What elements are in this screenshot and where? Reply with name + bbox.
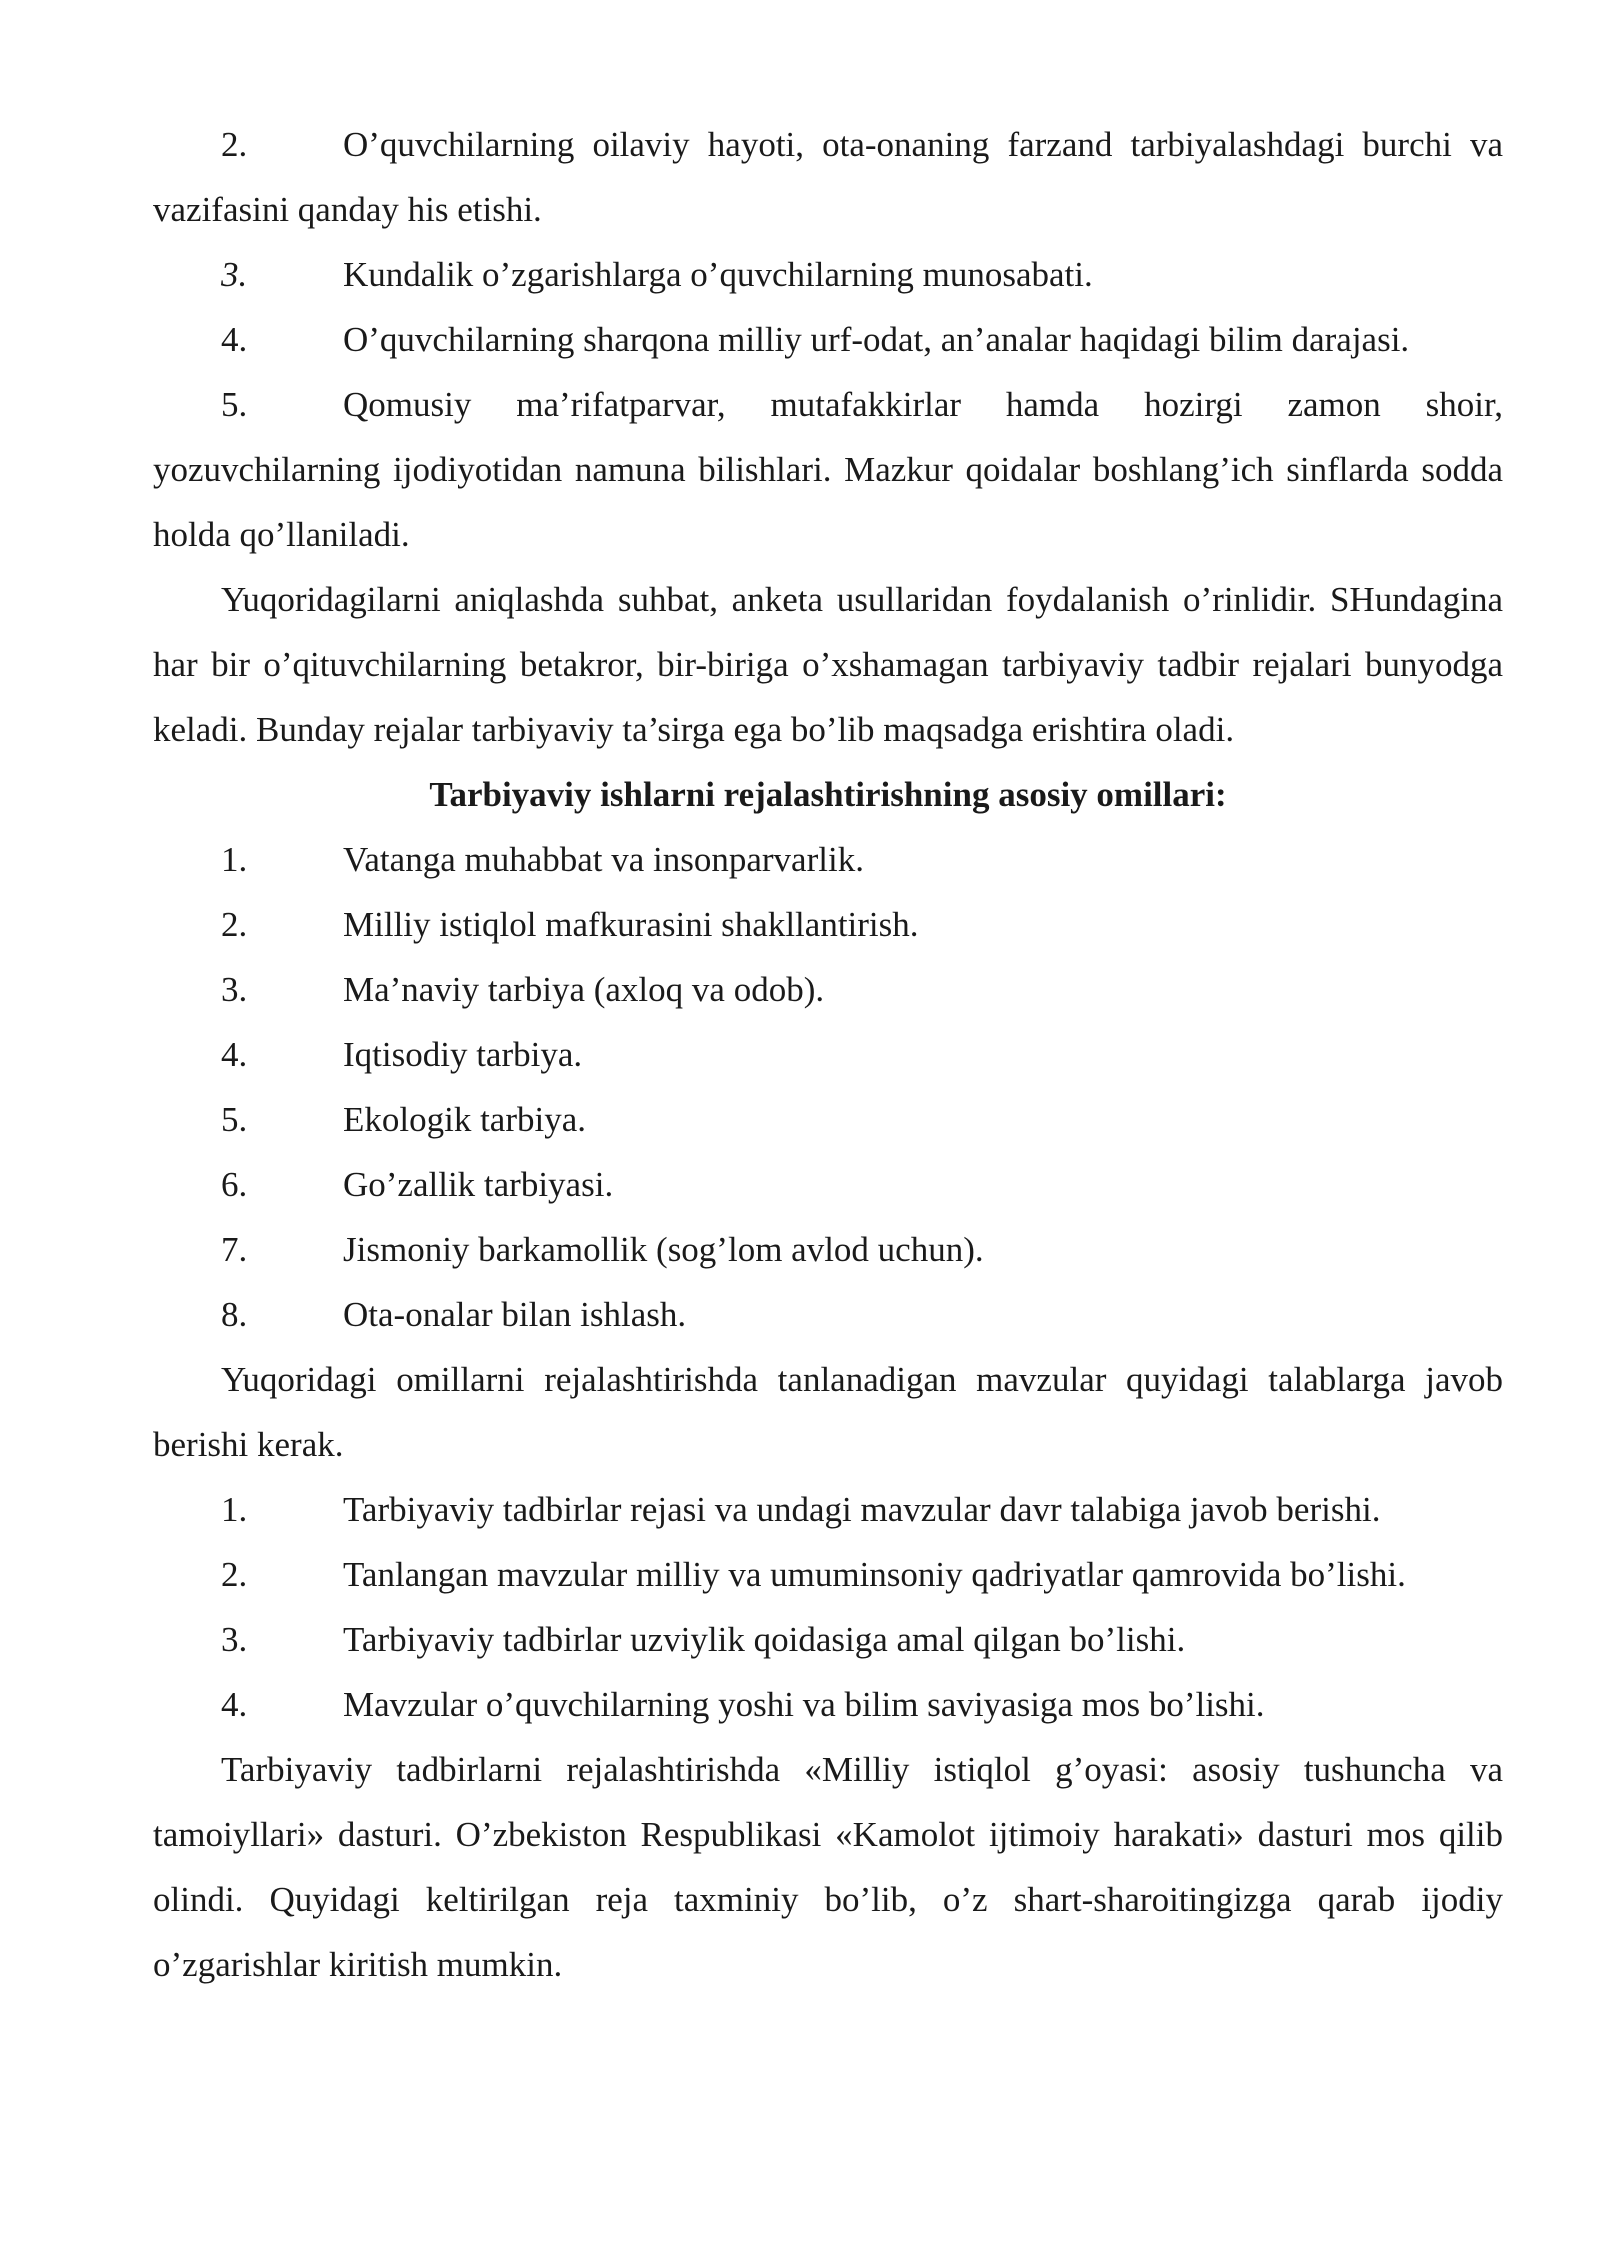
list-item (153, 1217, 1503, 1282)
item-text: Ma’naviy tarbiya (axloq va odob). (343, 970, 825, 1009)
list-item (153, 1087, 1503, 1152)
section-heading: Tarbiyaviy ishlarni rejalashtirishning asosiy omillari: (429, 775, 1227, 814)
list-item (153, 1022, 1503, 1087)
item-text: Go’zallik tarbiyasi. (343, 1165, 614, 1204)
document-page (153, 112, 1503, 1997)
item-number: 1. (221, 1490, 248, 1529)
item-number: 6. (221, 1165, 248, 1204)
item-text: Kundalik o’zgarishlarga o’quvchilarning munosabati. (343, 255, 1093, 294)
list-item (153, 242, 1503, 307)
paragraph: Yuqoridagi omillarni rejalashtirishda tanlanadigan mavzular quyidagi talablarga javob berishi kerak. (153, 1360, 1503, 1464)
list-item (153, 307, 1503, 372)
list-item (153, 1477, 1503, 1542)
item-number: 4. (221, 1685, 248, 1724)
paragraph: Yuqoridagilarni aniqlashda suhbat, anketa usullaridan foydalanish o’rinlidir. SHundagina har bir o’qituvchilarning betakror, bir-biriga o’xshamagan tarbiyaviy tadbir rejalari bunyodga keladi. Bunday rejalar tarbiyaviy ta’sirga ega bo’lib maqsadga erishtira oladi. (153, 580, 1503, 749)
item-text: O’quvchilarning oilaviy hayoti, ota-onaning farzand tarbiyalashdagi burchi va vazifasini qanday his etishi. (153, 125, 1503, 229)
list-item (153, 957, 1503, 1022)
list-item (153, 112, 1503, 242)
item-number: 7. (221, 1230, 248, 1269)
paragraph: Tarbiyaviy tadbirlarni rejalashtirishda «Milliy istiqlol g’oyasi: asosiy tushuncha va tamoiyllari» dasturi. O’zbekiston Respublikasi «Kamolot ijtimoiy harakati» dasturi mos qilib olindi. Quyidagi keltirilgan reja taxminiy bo’lib, o’z shart-sharoitingizga qarab ijodiy o’zgarishlar kiritish mumkin. (153, 1750, 1503, 1984)
list-item (153, 1152, 1503, 1217)
item-text: Ota-onalar bilan ishlash. (343, 1295, 687, 1334)
item-text: Iqtisodiy tarbiya. (343, 1035, 583, 1074)
item-number: 4. (221, 1035, 248, 1074)
item-text: Tarbiyaviy tadbirlar rejasi va undagi mavzular davr talabiga javob berishi. (343, 1490, 1381, 1529)
item-text: O’quvchilarning sharqona milliy urf-odat, an’analar haqidagi bilim darajasi. (343, 320, 1410, 359)
item-number: 3. (221, 970, 248, 1009)
item-number: 3. (221, 1620, 248, 1659)
list-item (153, 892, 1503, 957)
item-text: Vatanga muhabbat va insonparvarlik. (343, 840, 864, 879)
item-text: Qomusiy ma’rifatparvar, mutafakkirlar hamda hozirgi zamon shoir, yozuvchilarning ijodiyotidan namuna bilishlari. Mazkur qoidalar boshlang’ich sinflarda sodda holda qo’llaniladi. (153, 385, 1503, 554)
item-number: 8. (221, 1295, 248, 1334)
item-number: 1. (221, 840, 248, 879)
item-number: 3. (221, 255, 248, 294)
item-number: 5. (221, 1100, 248, 1139)
item-text: Tarbiyaviy tadbirlar uzviylik qoidasiga amal qilgan bo’lishi. (343, 1620, 1186, 1659)
item-text: Jismoniy barkamollik (sog’lom avlod uchun). (343, 1230, 984, 1269)
item-text: Tanlangan mavzular milliy va umuminsoniy qadriyatlar qamrovida bo’lishi. (343, 1555, 1406, 1594)
list-item (153, 1282, 1503, 1347)
list-item (153, 1542, 1503, 1607)
item-text: Mavzular o’quvchilarning yoshi va bilim saviyasiga mos bo’lishi. (343, 1685, 1265, 1724)
item-number: 2. (221, 125, 248, 164)
item-text: Ekologik tarbiya. (343, 1100, 587, 1139)
item-number: 2. (221, 905, 248, 944)
list-item (153, 1607, 1503, 1672)
item-text: Milliy istiqlol mafkurasini shakllantirish. (343, 905, 919, 944)
item-number: 2. (221, 1555, 248, 1594)
list-item (153, 1672, 1503, 1737)
list-item (153, 372, 1503, 567)
list-item (153, 827, 1503, 892)
item-number: 5. (221, 385, 248, 424)
item-number: 4. (221, 320, 248, 359)
